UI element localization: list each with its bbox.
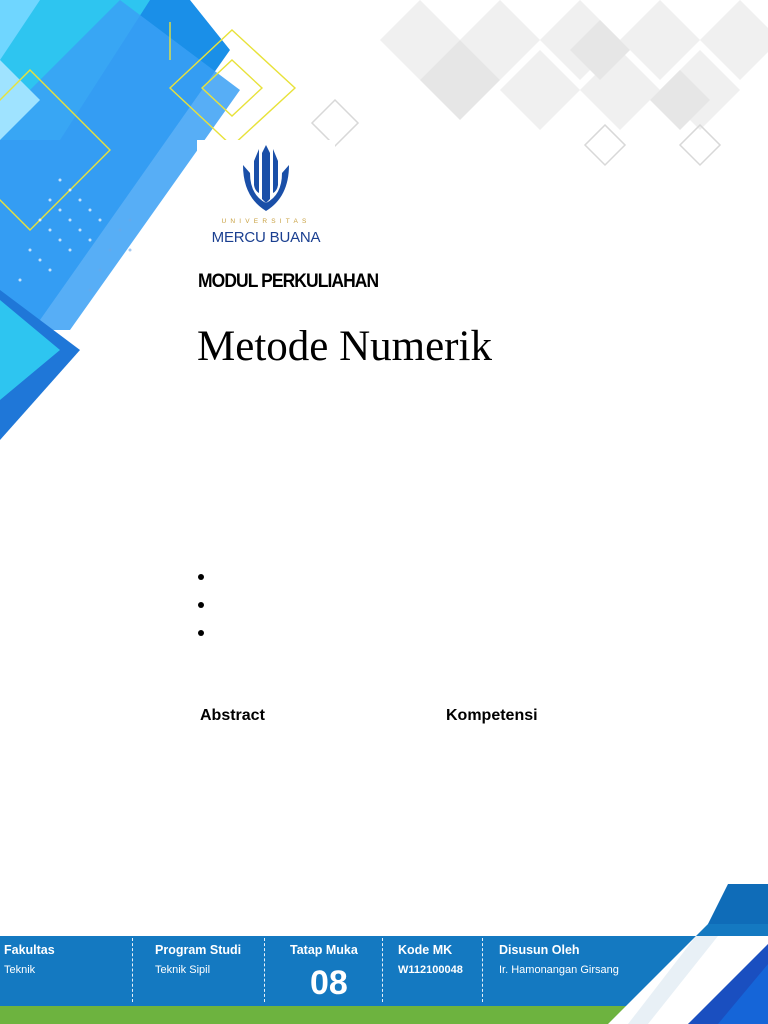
footer-divider [264, 938, 265, 1002]
abstract-heading: Abstract [200, 707, 265, 724]
fakultas-value: Teknik [4, 964, 36, 976]
corner-decoration [608, 884, 768, 1024]
kode-mk-value: W112100048 [398, 964, 463, 976]
footer-divider [482, 938, 483, 1002]
footer-divider [132, 938, 133, 1002]
disusun-oleh-value: Ir. Hamonangan Girsang [499, 964, 619, 976]
university-logo [197, 140, 335, 250]
mercu-buana-emblem-icon [237, 145, 295, 215]
tatap-muka-label: Tatap Muka [290, 943, 358, 957]
document-title: Metode Numerik [197, 323, 492, 370]
logo-universitas-text: UNIVERSITAS [221, 218, 311, 225]
logo-name-text: MERCU BUANA [211, 229, 321, 246]
program-studi-label: Program Studi [155, 943, 242, 957]
decorative-shapes [0, 0, 768, 460]
kode-mk-label: Kode MK [398, 943, 453, 957]
modul-label: MODUL PERKULIAHAN [198, 271, 379, 292]
disusun-oleh-label: Disusun Oleh [499, 943, 580, 957]
program-studi-value: Teknik Sipil [155, 964, 211, 976]
fakultas-label: Fakultas [4, 943, 55, 957]
kompetensi-heading: Kompetensi [446, 707, 538, 724]
tatap-muka-value: 08 [310, 964, 348, 1002]
footer-divider [382, 938, 383, 1002]
